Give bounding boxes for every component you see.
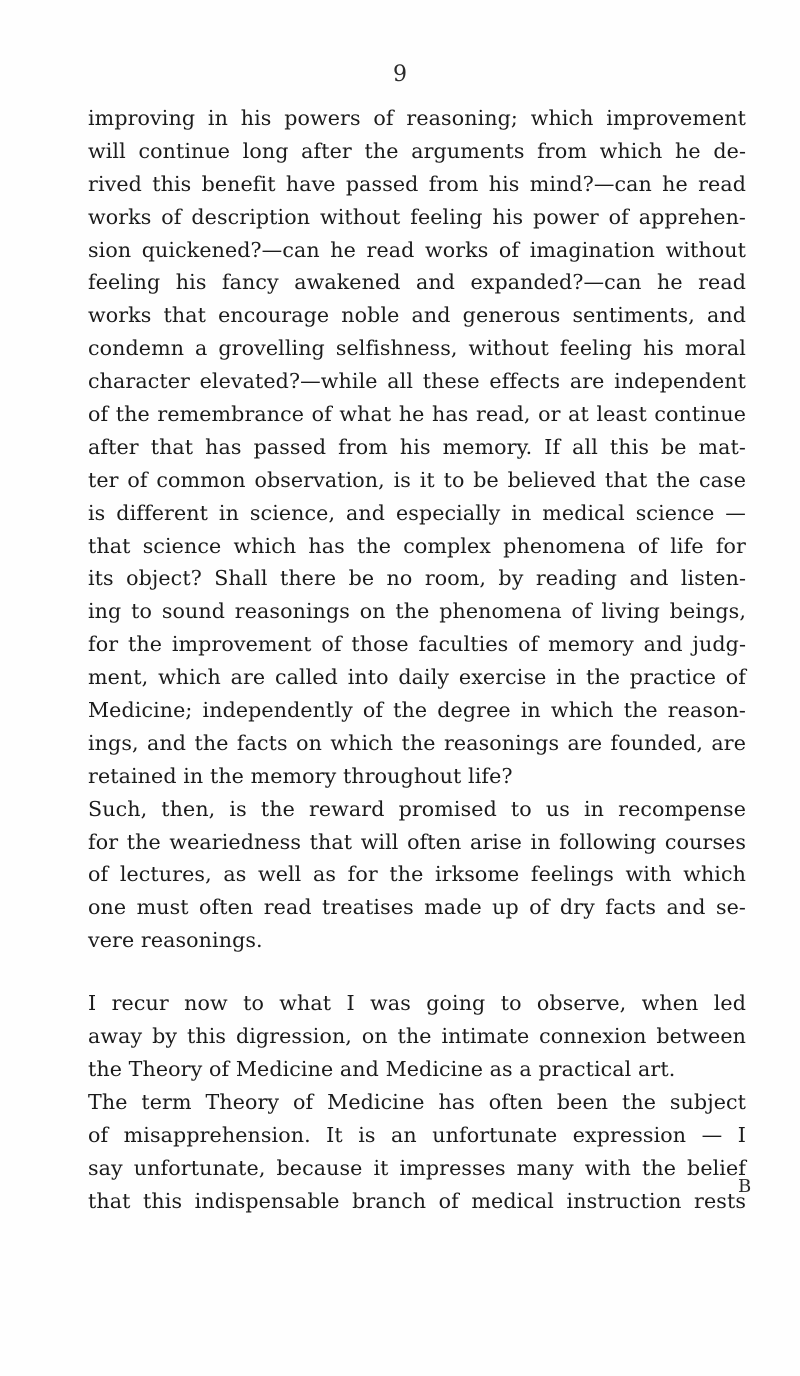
- text-line: that science which has the complex phenomena of life for: [88, 533, 746, 558]
- text-line: will continue long after the arguments from which he de-: [88, 138, 746, 163]
- text-line: rived this benefit have passed from his mind?—can he read: [88, 171, 746, 196]
- text-line: the Theory of Medicine and Medicine as a practical art.: [88, 1056, 676, 1081]
- text-line: ings, and the facts on which the reasonings are founded, are: [88, 730, 746, 755]
- text-line: for the improvement of those faculties of memory and judg-: [88, 632, 746, 657]
- text-line: works that encourage noble and generous sentiments, and: [88, 303, 746, 328]
- text-line: ing to sound reasonings on the phenomena of living beings,: [88, 599, 746, 624]
- text-line: retained in the memory throughout life?: [88, 763, 513, 788]
- text-line: ter of common observation, is it to be believed that the case: [88, 467, 746, 492]
- text-line: The term Theory of Medicine has often been the subject: [88, 1089, 746, 1114]
- text-line: I recur now to what I was going to observe, when led: [88, 991, 746, 1016]
- paragraph-1: [88, 102, 746, 793]
- paragraph-4: [88, 1086, 746, 1218]
- text-line: its object? Shall there be no room, by reading and listen-: [88, 566, 746, 591]
- text-line: condemn a grovelling selfishness, without feeling his moral: [88, 336, 746, 361]
- text-line: character elevated?—while all these effects are independent: [88, 369, 746, 394]
- text-line: after that has passed from his memory. If all this be mat-: [88, 434, 746, 459]
- text-line: Such, then, is the reward promised to us in recompense: [88, 796, 746, 821]
- text-line: away by this digression, on the intimate connexion between: [88, 1024, 746, 1049]
- text-line: improving in his powers of reasoning; which improvement: [88, 106, 746, 130]
- text-line: of the remembrance of what he has read, or at least continue: [88, 402, 746, 427]
- text-line: one must often read treatises made up of dry facts and se-: [88, 895, 746, 920]
- paragraph-2: [88, 793, 746, 957]
- text-line: for the weariedness that will often arise in following courses: [88, 829, 746, 854]
- signature-mark: B: [738, 1176, 752, 1197]
- text-line: ment, which are called into daily exercise in the practice of: [88, 665, 746, 690]
- text-line: of misapprehension. It is an unfortunate expression — I: [88, 1122, 746, 1147]
- page-number: 9: [393, 62, 407, 87]
- text-line: is different in science, and especially in medical science —: [88, 500, 746, 525]
- text-line: Medicine; independently of the degree in which the reason-: [88, 698, 746, 723]
- body-text: [88, 102, 746, 1217]
- text-line: vere reasonings.: [88, 928, 263, 953]
- paragraph-3: [88, 987, 746, 1086]
- text-line: works of description without feeling his power of apprehen-: [88, 204, 746, 229]
- text-line: sion quickened?—can he read works of imagination without: [88, 237, 746, 262]
- text-line: feeling his fancy awakened and expanded?—can he read: [88, 270, 746, 295]
- paragraph-gap: [88, 957, 746, 987]
- text-line: of lectures, as well as for the irksome feelings with which: [88, 862, 746, 887]
- text-line: that this indispensable branch of medical instruction rests: [88, 1188, 746, 1213]
- text-line: say unfortunate, because it impresses many with the belief: [88, 1155, 746, 1180]
